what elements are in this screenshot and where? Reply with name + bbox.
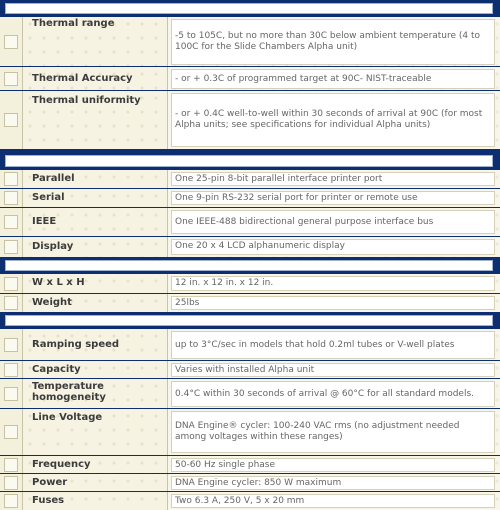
row-checkbox[interactable] <box>4 113 18 127</box>
spec-value: 50-60 Hz single phase <box>171 458 495 472</box>
spec-label: Weight <box>32 297 72 308</box>
spec-value: - or + 0.3C of programmed target at 90C- NIST-traceable <box>171 69 495 89</box>
table-row <box>0 361 500 379</box>
spec-label: Serial <box>32 192 65 203</box>
spec-value: One IEEE-488 bidirectional general purpose interface bus <box>171 210 495 234</box>
row-checkbox[interactable] <box>4 172 18 186</box>
table-row <box>0 492 500 510</box>
spec-value: - or + 0.4C well-to-well within 30 seconds of arrival at 90C (for most Alpha units; see specifications for individual Alpha units) <box>171 93 495 147</box>
table-row <box>0 294 500 312</box>
spec-label: Fuses <box>32 495 65 506</box>
spec-label: Frequency <box>32 459 91 470</box>
spec-value: 0.4°C within 30 seconds of arrival @ 60°C for all standard models. <box>171 381 495 407</box>
spec-value: DNA Engine® cycler: 100-240 VAC rms (no adjustment needed among voltages within these ranges) <box>171 411 495 453</box>
spec-label: Capacity <box>32 364 81 375</box>
table-row <box>0 274 500 293</box>
section-header <box>0 152 500 170</box>
table-row <box>0 67 500 91</box>
spec-label: Power <box>32 477 68 488</box>
row-checkbox[interactable] <box>4 476 18 490</box>
row-checkbox[interactable] <box>4 363 18 377</box>
table-row <box>0 237 500 257</box>
section-header <box>0 257 500 274</box>
row-checkbox[interactable] <box>4 215 18 229</box>
spec-value: One 25-pin 8-bit parallel interface printer port <box>171 172 495 186</box>
row-checkbox[interactable] <box>4 338 18 352</box>
spec-label: Ramping speed <box>32 339 120 350</box>
spec-value: 25lbs <box>171 296 495 310</box>
spec-label: Temperature homogeneity <box>32 381 106 403</box>
row-checkbox[interactable] <box>4 35 18 49</box>
table-row <box>0 208 500 236</box>
table-row <box>0 474 500 492</box>
spec-label: IEEE <box>32 216 57 227</box>
table-row <box>0 189 500 207</box>
spec-label: W x L x H <box>32 277 85 288</box>
spec-value: DNA Engine cycler: 850 W maximum <box>171 476 495 490</box>
row-checkbox[interactable] <box>4 494 18 508</box>
table-row <box>0 91 500 149</box>
row-checkbox[interactable] <box>4 387 18 401</box>
spec-value: One 20 x 4 LCD alphanumeric display <box>171 239 495 255</box>
table-row <box>0 379 500 409</box>
table-row <box>0 17 500 67</box>
row-checkbox[interactable] <box>4 458 18 472</box>
spec-value: -5 to 105C, but no more than 30C below ambient temperature (4 to 100C for the Slide Chambers Alpha unit) <box>171 19 495 65</box>
section-header <box>0 312 500 329</box>
row-checkbox[interactable] <box>4 277 18 291</box>
table-row <box>0 456 500 474</box>
table-row <box>0 170 500 188</box>
spec-label: Thermal uniformity <box>32 95 141 106</box>
section-header <box>0 0 500 17</box>
spec-label: Thermal range <box>32 18 115 29</box>
spec-value: 12 in. x 12 in. x 12 in. <box>171 276 495 291</box>
row-checkbox[interactable] <box>4 425 18 439</box>
table-row <box>0 329 500 361</box>
table-row <box>0 409 500 455</box>
spec-value: One 9-pin RS-232 serial port for printer or remote use <box>171 191 495 205</box>
spec-value: Two 6.3 A, 250 V, 5 x 20 mm <box>171 494 495 508</box>
spec-label: Display <box>32 241 74 252</box>
spec-label: Parallel <box>32 173 75 184</box>
spec-value: up to 3°C/sec in models that hold 0.2ml tubes or V-well plates <box>171 331 495 359</box>
row-checkbox[interactable] <box>4 296 18 310</box>
spec-value: Varies with installed Alpha unit <box>171 363 495 377</box>
row-checkbox[interactable] <box>4 240 18 254</box>
spec-label: Line Voltage <box>32 412 103 423</box>
row-checkbox[interactable] <box>4 72 18 86</box>
spec-label: Thermal Accuracy <box>32 73 133 84</box>
row-checkbox[interactable] <box>4 191 18 205</box>
